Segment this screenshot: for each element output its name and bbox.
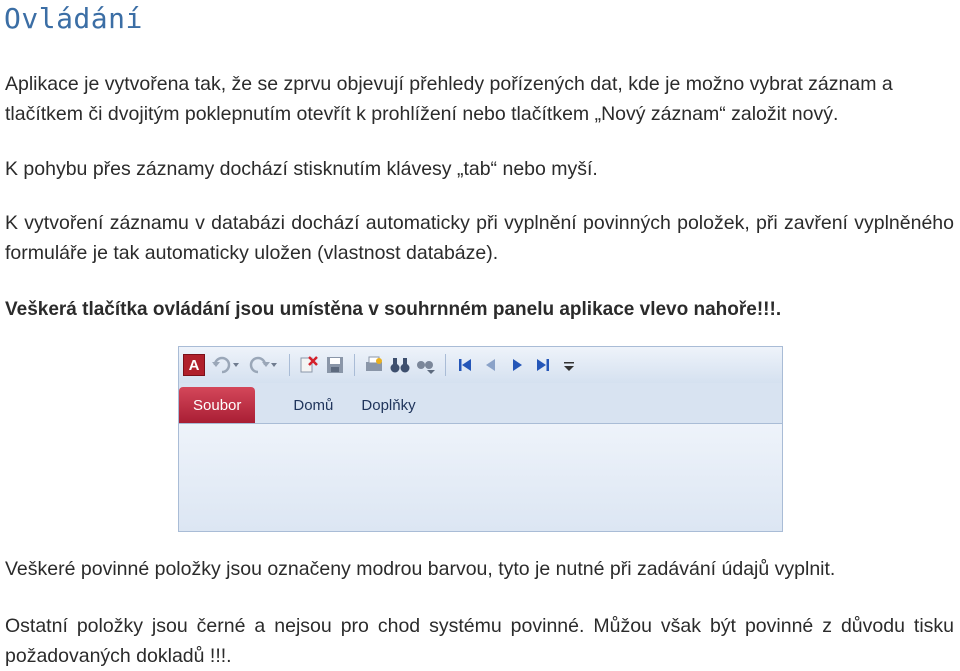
- toolbar-separator: [354, 354, 355, 376]
- next-record-icon[interactable]: [506, 353, 528, 377]
- tab-soubor[interactable]: Soubor: [179, 387, 255, 423]
- paragraph-required-fields: Veškeré povinné položky jsou označeny modrou barvou, tyto je nutné při zadávání údajů vyplnit.: [5, 558, 836, 580]
- page-title: Ovládání: [4, 2, 143, 35]
- delete-record-icon[interactable]: [298, 353, 320, 377]
- binoculars-icon[interactable]: [389, 353, 411, 377]
- paragraph-controls-location: Veškerá tlačítka ovládání jsou umístěna v souhrnném panelu aplikace vlevo nahoře!!!.: [5, 299, 782, 320]
- paragraph-record-creation: K vytvoření záznamu v databázi dochází automaticky při vyplnění povinných položek, při zavření vyplněného formuláře je tak automaticky uložen (vlastnost databáze).: [5, 212, 954, 264]
- ribbon-screenshot: [178, 346, 783, 532]
- paragraph-overview: Aplikace je vytvořena tak, že se zprvu objevují přehledy pořízených dat, kde je možno vybrat záznam a tlačítkem či dvojitým poklepnutím otevřít k prohlížení nebo tlačítkem „Nový záznam“ založit nový.: [5, 73, 893, 125]
- last-record-icon[interactable]: [532, 353, 554, 377]
- access-app-icon[interactable]: A: [183, 354, 205, 376]
- print-icon[interactable]: [363, 353, 385, 377]
- quick-access-toolbar: [179, 347, 782, 383]
- paragraph-navigation: K pohybu přes záznamy dochází stisknutím klávesy „tab“ nebo myší.: [5, 158, 598, 180]
- ribbon-tabs: [179, 387, 782, 423]
- redo-icon[interactable]: [247, 353, 281, 377]
- previous-record-icon[interactable]: [480, 353, 502, 377]
- tab-domu[interactable]: Domů: [293, 396, 334, 414]
- toolbar-separator: [445, 354, 446, 376]
- first-record-icon[interactable]: [454, 353, 476, 377]
- toolbar-separator: [289, 354, 290, 376]
- paragraph-optional-fields: Ostatní položky jsou černé a nejsou pro chod systému povinné. Můžou však být povinné z důvodu tisku požadovaných dokladů !!!.: [5, 615, 954, 667]
- ribbon-panel: [179, 423, 782, 531]
- tab-doplnky[interactable]: Doplňky: [361, 396, 416, 414]
- save-icon[interactable]: [324, 353, 346, 377]
- undo-icon[interactable]: [209, 353, 243, 377]
- customize-toolbar-icon[interactable]: [558, 353, 580, 377]
- find-next-icon[interactable]: [415, 353, 437, 377]
